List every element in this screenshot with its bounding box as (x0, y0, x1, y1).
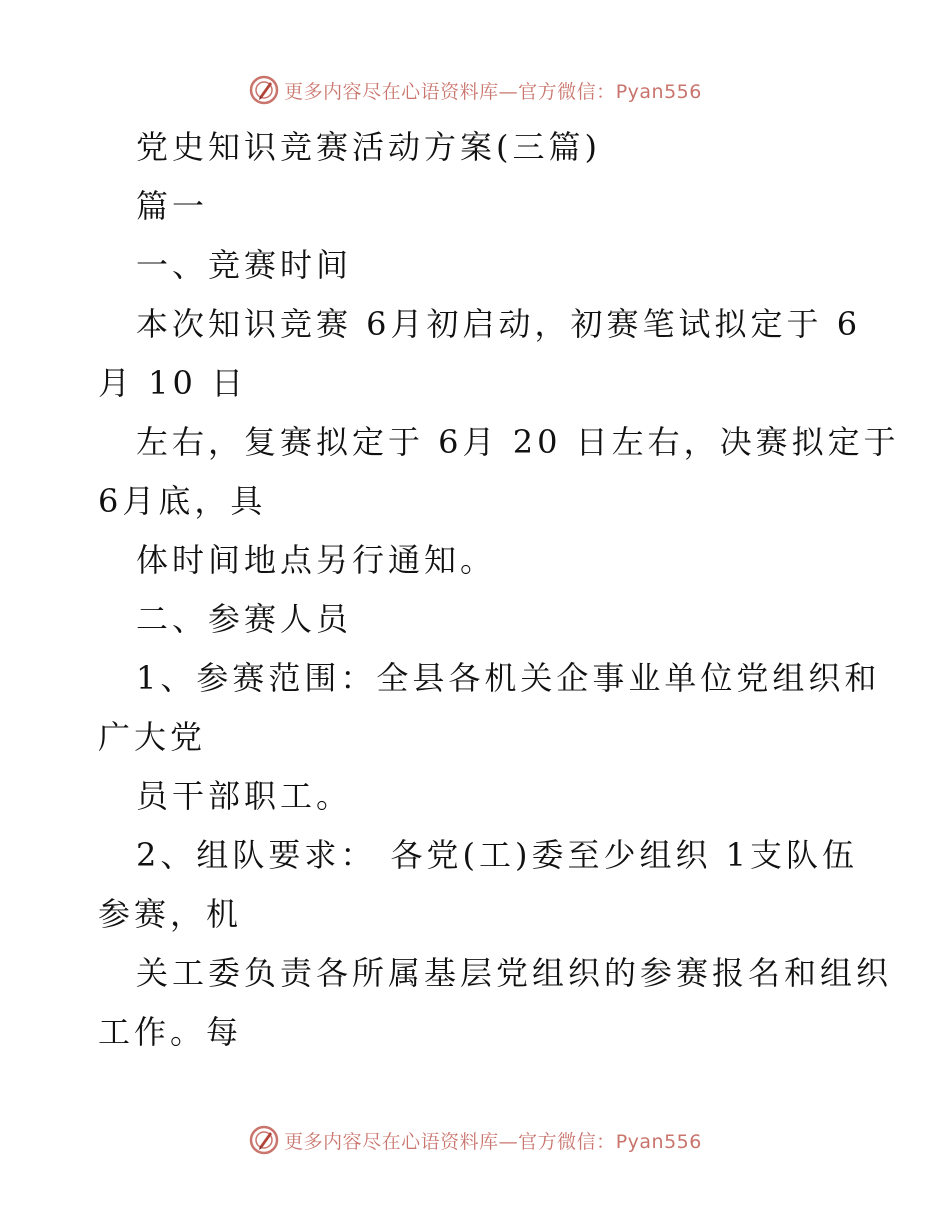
document-line: 1、参赛范围：全县各机关企事业单位党组织和 (136, 659, 881, 697)
document-line: 本次知识竞赛 6月初启动，初赛笔试拟定于 6 (136, 305, 862, 343)
document-line: 一、竞赛时间 (136, 246, 353, 284)
document-line: 员干部职工。 (136, 777, 353, 815)
document-line: 关工委负责各所属基层党组织的参赛报名和组织 (136, 954, 893, 992)
document-line: 2、组队要求： 各党(工)委至少组织 1支队伍 (136, 836, 859, 874)
document-line: 月 10 日 (98, 364, 248, 402)
banner-wechat-id: Pyan556 (615, 80, 702, 103)
banner-separator: — (498, 80, 519, 103)
banner-main-text: 更多内容尽在心语资料库 (284, 1130, 499, 1153)
pen-logo-icon (248, 74, 280, 106)
banner-wechat-label: 官方微信： (518, 80, 616, 103)
document-line: 广大党 (98, 718, 207, 756)
banner-wechat-label: 官方微信： (518, 1130, 616, 1153)
document-line: 篇一 (136, 187, 209, 225)
document-line: 参赛，机 (98, 895, 243, 933)
document-body (98, 118, 900, 1062)
document-line: 二、参赛人员 (136, 600, 353, 638)
document-line: 左右，复赛拟定于 6月 20 日左右，决赛拟定于 (136, 423, 900, 461)
watermark-banner-top (0, 70, 950, 110)
document-line: 体时间地点另行通知。 (136, 541, 497, 579)
banner-wechat-id: Pyan556 (615, 1130, 702, 1153)
document-line: 6月底，具 (98, 482, 267, 520)
document-line: 党史知识竞赛活动方案(三篇) (136, 128, 601, 166)
watermark-banner-bottom (0, 1120, 950, 1160)
document-line: 工作。每 (98, 1013, 243, 1051)
banner-separator: — (498, 1130, 519, 1153)
pen-logo-icon (248, 1124, 280, 1156)
banner-main-text: 更多内容尽在心语资料库 (284, 80, 499, 103)
